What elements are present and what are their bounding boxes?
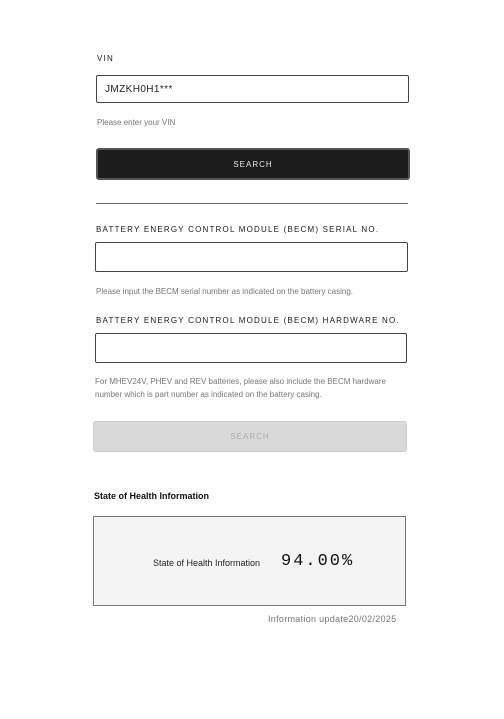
becm-serial-label: BATTERY ENERGY CONTROL MODULE (BECM) SERIAL NO. [96, 225, 380, 234]
soh-result-label: State of Health Information [153, 558, 261, 568]
becm-hardware-label: BATTERY ENERGY CONTROL MODULE (BECM) HARDWARE NO. [96, 316, 400, 325]
vin-helper-text: Please enter your VIN [97, 118, 176, 127]
section-divider [96, 203, 408, 204]
becm-hardware-input[interactable] [96, 334, 406, 362]
becm-hardware-field-container [95, 333, 407, 363]
information-update-text: Information update20/02/2025 [268, 614, 397, 624]
vin-input[interactable] [97, 76, 408, 102]
soh-result-value: 94.00% [281, 552, 355, 571]
becm-search-button[interactable]: SEARCH [93, 421, 407, 452]
becm-serial-field-container [95, 242, 408, 272]
becm-serial-input[interactable] [96, 243, 407, 271]
soh-result-box [93, 516, 406, 606]
becm-serial-helper-text: Please input the BECM serial number as indicated on the battery casing. [96, 287, 354, 296]
vin-field-container [96, 75, 409, 103]
vin-label: VIN [97, 54, 114, 63]
vin-search-button[interactable]: SEARCH [96, 148, 410, 180]
soh-section-title: State of Health Information [94, 491, 210, 501]
becm-hardware-helper-text: For MHEV24V, PHEV and REV batteries, please also include the BECM hardware number which is part number as indicated on the battery casing. [95, 377, 386, 399]
